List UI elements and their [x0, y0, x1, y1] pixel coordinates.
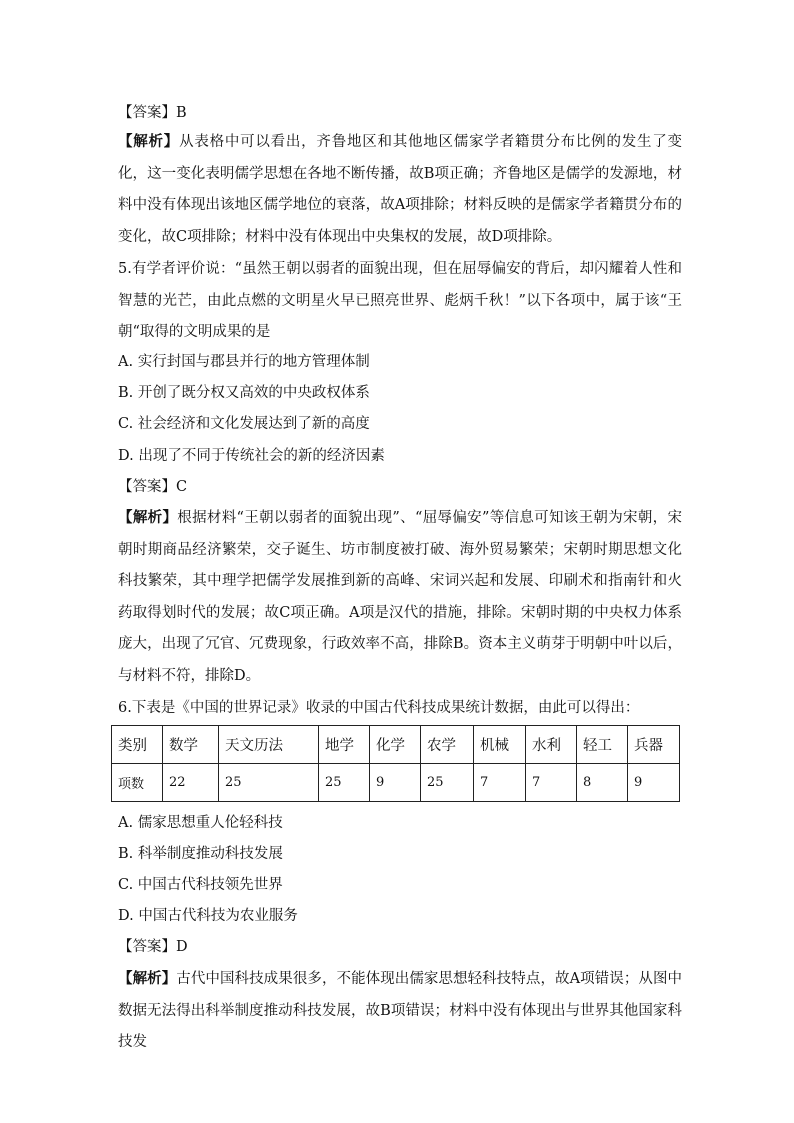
q5-analysis-text: 根据材料“王朝以弱者的面貌出现”、“屈辱偏安”等信息可知该王朝为宋朝，宋朝时期商品经济繁荣，交子诞生、坊市制度被打破、海外贸易繁荣；宋朝时期思想文化科技繁荣，其中理学把儒学发展推到新的高峰、宋词兴起和发展、印刷术和指南针和火药取得划时代的发展；故C项正确。A项是汉代的措施，排除。宋朝时期的中央权力体系庞大，出现了冗官、冗费现象，行政效率不高，排除B。资本主义萌芽于明朝中叶以后，与材料不符，排除D。 [118, 510, 682, 684]
table-cell: 项数 [112, 764, 163, 802]
table-cell: 兵器 [628, 726, 680, 764]
q5-analysis-label: 【解析】 [118, 509, 178, 526]
table-cell: 25 [421, 764, 474, 802]
science-stats-table [111, 725, 680, 802]
q5-option-a: A. 实行封国与郡县并行的地方管理体制 [118, 354, 370, 370]
table-cell: 9 [628, 764, 680, 802]
table-cell: 天文历法 [219, 726, 319, 764]
table-cell: 8 [577, 764, 628, 802]
q5-option-d: D. 出现了不同于传统社会的新的经济因素 [118, 448, 385, 464]
table-row [112, 764, 680, 802]
q6-answer: 【答案】D [118, 939, 188, 955]
q4-analysis-label: 【解析】 [118, 133, 180, 150]
q5-option-c: C. 社会经济和文化发展达到了新的高度 [118, 416, 370, 432]
q5-stem: 5.有学者评价说：“虽然王朝以弱者的面貌出现，但在屈辱偏安的背后，却闪耀着人性和智慧的光芒，由此点燃的文明星火早已照亮世界、彪炳千秋！”以下各项中，属于该“王朝“取得的文明成果的是 [118, 261, 682, 340]
q4-answer: 【答案】B [118, 105, 187, 121]
table-cell: 机械 [474, 726, 526, 764]
table-cell: 7 [526, 764, 577, 802]
table-cell: 化学 [370, 726, 421, 764]
q6-option-a: A. 儒家思想重人伦轻科技 [118, 815, 283, 831]
table-cell: 22 [163, 764, 219, 802]
table-header-row [112, 726, 680, 764]
table-cell: 9 [370, 764, 421, 802]
q5-answer: 【答案】C [118, 479, 188, 495]
q4-analysis-text: 从表格中可以看出，齐鲁地区和其他地区儒家学者籍贯分布比例的发生了变化，这一变化表明儒学思想在各地不断传播，故B项正确；齐鲁地区是儒学的发源地，材料中没有体现出该地区儒学地位的衰落，故A项排除；材料反映的是儒家学者籍贯分布的变化，故C项排除；材料中没有体现出中央集权的发展，故D项排除。 [118, 134, 682, 245]
table-cell: 25 [319, 764, 370, 802]
table-cell: 地学 [319, 726, 370, 764]
q6-analysis [118, 963, 682, 1058]
q6-option-d: D. 中国古代科技为农业服务 [118, 908, 298, 924]
q5-analysis [118, 502, 682, 691]
q6-option-c: C. 中国古代科技领先世界 [118, 877, 283, 893]
table-cell: 7 [474, 764, 526, 802]
table-cell: 农学 [421, 726, 474, 764]
q6-analysis-text: 古代中国科技成果很多，不能体现出儒家思想轻科技特点，故A项错误；从图中数据无法得出科举制度推动科技发展，故B项错误；材料中没有体现出与世界其他国家科技发 [118, 971, 682, 1050]
table-cell: 25 [219, 764, 319, 802]
q4-analysis [118, 126, 682, 252]
q6-option-b: B. 科举制度推动科技发展 [118, 846, 283, 862]
q5-option-b: B. 开创了既分权又高效的中央政权体系 [118, 385, 370, 401]
table-cell: 数学 [163, 726, 219, 764]
q6-stem: 6.下表是《中国的世界记录》收录的中国古代科技成果统计数据，由此可以得出： [118, 700, 640, 716]
q6-analysis-label: 【解析】 [118, 970, 177, 987]
table-cell: 类别 [112, 726, 163, 764]
table-cell: 水利 [526, 726, 577, 764]
table-cell: 轻工 [577, 726, 628, 764]
